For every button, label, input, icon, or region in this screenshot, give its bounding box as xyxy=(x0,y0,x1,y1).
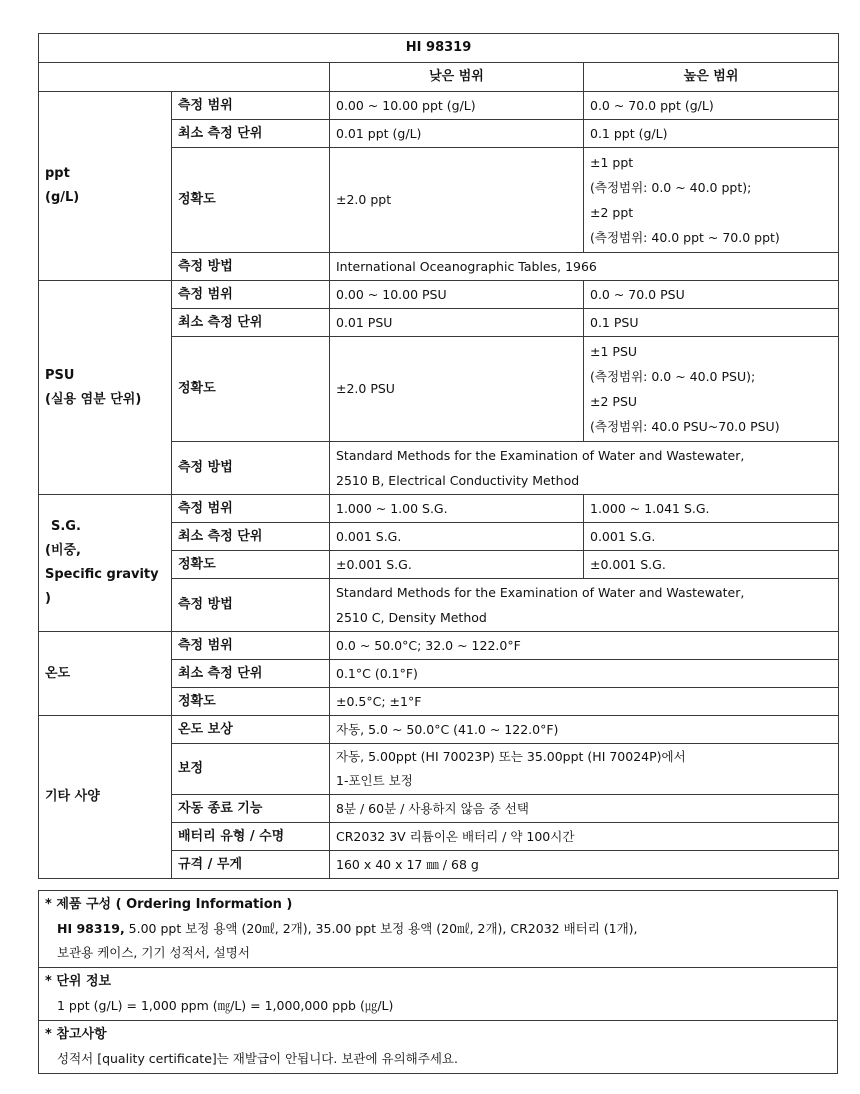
cell-value-multiline: Standard Methods for the Examination of Water and Wastewater, 2510 B, Electrical Conductivity Method xyxy=(330,442,839,495)
cell-value: 0.0 ~ 50.0°C; 32.0 ~ 122.0°F xyxy=(330,632,839,660)
row-label: 최소 측정 단위 xyxy=(172,660,330,688)
table-row xyxy=(39,92,839,120)
cell-value: 0.1°C (0.1°F) xyxy=(330,660,839,688)
cell-value: ±0.001 S.G. xyxy=(584,551,839,579)
cell-value: 1.000 ~ 1.00 S.G. xyxy=(330,495,584,523)
reference-title: * 참고사항 xyxy=(45,1027,107,1042)
table-row xyxy=(39,632,839,660)
category-ppt: ppt (g/L) xyxy=(39,92,172,281)
row-label: 정확도 xyxy=(172,551,330,579)
row-label: 정확도 xyxy=(172,148,330,253)
cell-value: International Oceanographic Tables, 1966 xyxy=(330,253,839,281)
header-high-range: 높은 범위 xyxy=(584,63,839,92)
cell-value: 0.1 PSU xyxy=(584,309,839,337)
row-label: 최소 측정 단위 xyxy=(172,523,330,551)
cell-value: 0.001 S.G. xyxy=(330,523,584,551)
row-label: 측정 범위 xyxy=(172,281,330,309)
table-title: HI 98319 xyxy=(39,34,839,63)
ordering-info-row xyxy=(39,891,838,968)
cell-value: CR2032 3V 리튬이온 배터리 / 약 100시간 xyxy=(330,823,839,851)
category-other: 기타 사양 xyxy=(39,716,172,879)
notes-table xyxy=(38,890,838,1074)
cell-value: 8분 / 60분 / 사용하지 않음 중 선택 xyxy=(330,795,839,823)
row-label: 측정 방법 xyxy=(172,579,330,632)
ordering-info-line: 보관용 케이스, 기기 성적서, 설명서 xyxy=(57,945,250,960)
cell-value-multiline: ±1 PSU (측정범위: 0.0 ~ 40.0 PSU); ±2 PSU (측정범위: 40.0 PSU~70.0 PSU) xyxy=(584,337,839,442)
cell-value: 0.0 ~ 70.0 PSU xyxy=(584,281,839,309)
row-label: 규격 / 무게 xyxy=(172,851,330,879)
header-low-range: 낮은 범위 xyxy=(330,63,584,92)
cell-value: 0.01 ppt (g/L) xyxy=(330,120,584,148)
spec-table xyxy=(38,33,839,879)
row-label: 측정 범위 xyxy=(172,92,330,120)
row-label: 온도 보상 xyxy=(172,716,330,744)
header-blank xyxy=(39,63,330,92)
row-label: 배터리 유형 / 수명 xyxy=(172,823,330,851)
cell-value: 160 x 40 x 17 ㎜ / 68 g xyxy=(330,851,839,879)
row-label: 정확도 xyxy=(172,688,330,716)
cell-value: 0.1 ppt (g/L) xyxy=(584,120,839,148)
cell-value: ±2.0 ppt xyxy=(330,148,584,253)
table-row xyxy=(39,716,839,744)
row-label: 측정 범위 xyxy=(172,632,330,660)
row-label: 정확도 xyxy=(172,337,330,442)
title-row xyxy=(39,34,839,63)
cell-value: 0.00 ~ 10.00 PSU xyxy=(330,281,584,309)
ordering-info-line: HI 98319, 5.00 ppt 보정 용액 (20㎖, 2개), 35.00 ppt 보정 용액 (20㎖, 2개), CR2032 배터리 (1개), xyxy=(57,921,638,936)
cell-value: 자동, 5.0 ~ 50.0°C (41.0 ~ 122.0°F) xyxy=(330,716,839,744)
table-row xyxy=(39,495,839,523)
category-temperature: 온도 xyxy=(39,632,172,716)
ordering-info-title: * 제품 구성 ( Ordering Information ) xyxy=(45,897,293,912)
reference-line: 성적서 [quality certificate]는 재발급이 안됩니다. 보관에 유의해주세요. xyxy=(57,1051,458,1066)
row-label: 자동 종료 기능 xyxy=(172,795,330,823)
cell-value: 0.00 ~ 10.00 ppt (g/L) xyxy=(330,92,584,120)
category-psu: PSU (실용 염분 단위) xyxy=(39,281,172,495)
column-header-row xyxy=(39,63,839,92)
row-label: 최소 측정 단위 xyxy=(172,309,330,337)
row-label: 최소 측정 단위 xyxy=(172,120,330,148)
row-label: 측정 방법 xyxy=(172,442,330,495)
cell-value-multiline: ±1 ppt (측정범위: 0.0 ~ 40.0 ppt); ±2 ppt (측정범위: 40.0 ppt ~ 70.0 ppt) xyxy=(584,148,839,253)
cell-value: ±2.0 PSU xyxy=(330,337,584,442)
table-row xyxy=(39,281,839,309)
reference-row xyxy=(39,1021,838,1074)
cell-value-multiline: Standard Methods for the Examination of Water and Wastewater, 2510 C, Density Method xyxy=(330,579,839,632)
unit-info-row xyxy=(39,968,838,1021)
cell-value: ±0.001 S.G. xyxy=(330,551,584,579)
category-sg: S.G. (비중, Specific gravity ) xyxy=(39,495,172,632)
cell-value: 0.01 PSU xyxy=(330,309,584,337)
cell-value: 1.000 ~ 1.041 S.G. xyxy=(584,495,839,523)
cell-value: 0.0 ~ 70.0 ppt (g/L) xyxy=(584,92,839,120)
row-label: 보정 xyxy=(172,744,330,795)
cell-value-multiline: 자동, 5.00ppt (HI 70023P) 또는 35.00ppt (HI 70024P)에서 1-포인트 보정 xyxy=(330,744,839,795)
unit-info-title: * 단위 정보 xyxy=(45,974,112,989)
cell-value: 0.001 S.G. xyxy=(584,523,839,551)
row-label: 측정 범위 xyxy=(172,495,330,523)
unit-info-line: 1 ppt (g/L) = 1,000 ppm (㎎/L) = 1,000,000 ppb (㎍/L) xyxy=(57,998,394,1013)
cell-value: ±0.5°C; ±1°F xyxy=(330,688,839,716)
row-label: 측정 방법 xyxy=(172,253,330,281)
